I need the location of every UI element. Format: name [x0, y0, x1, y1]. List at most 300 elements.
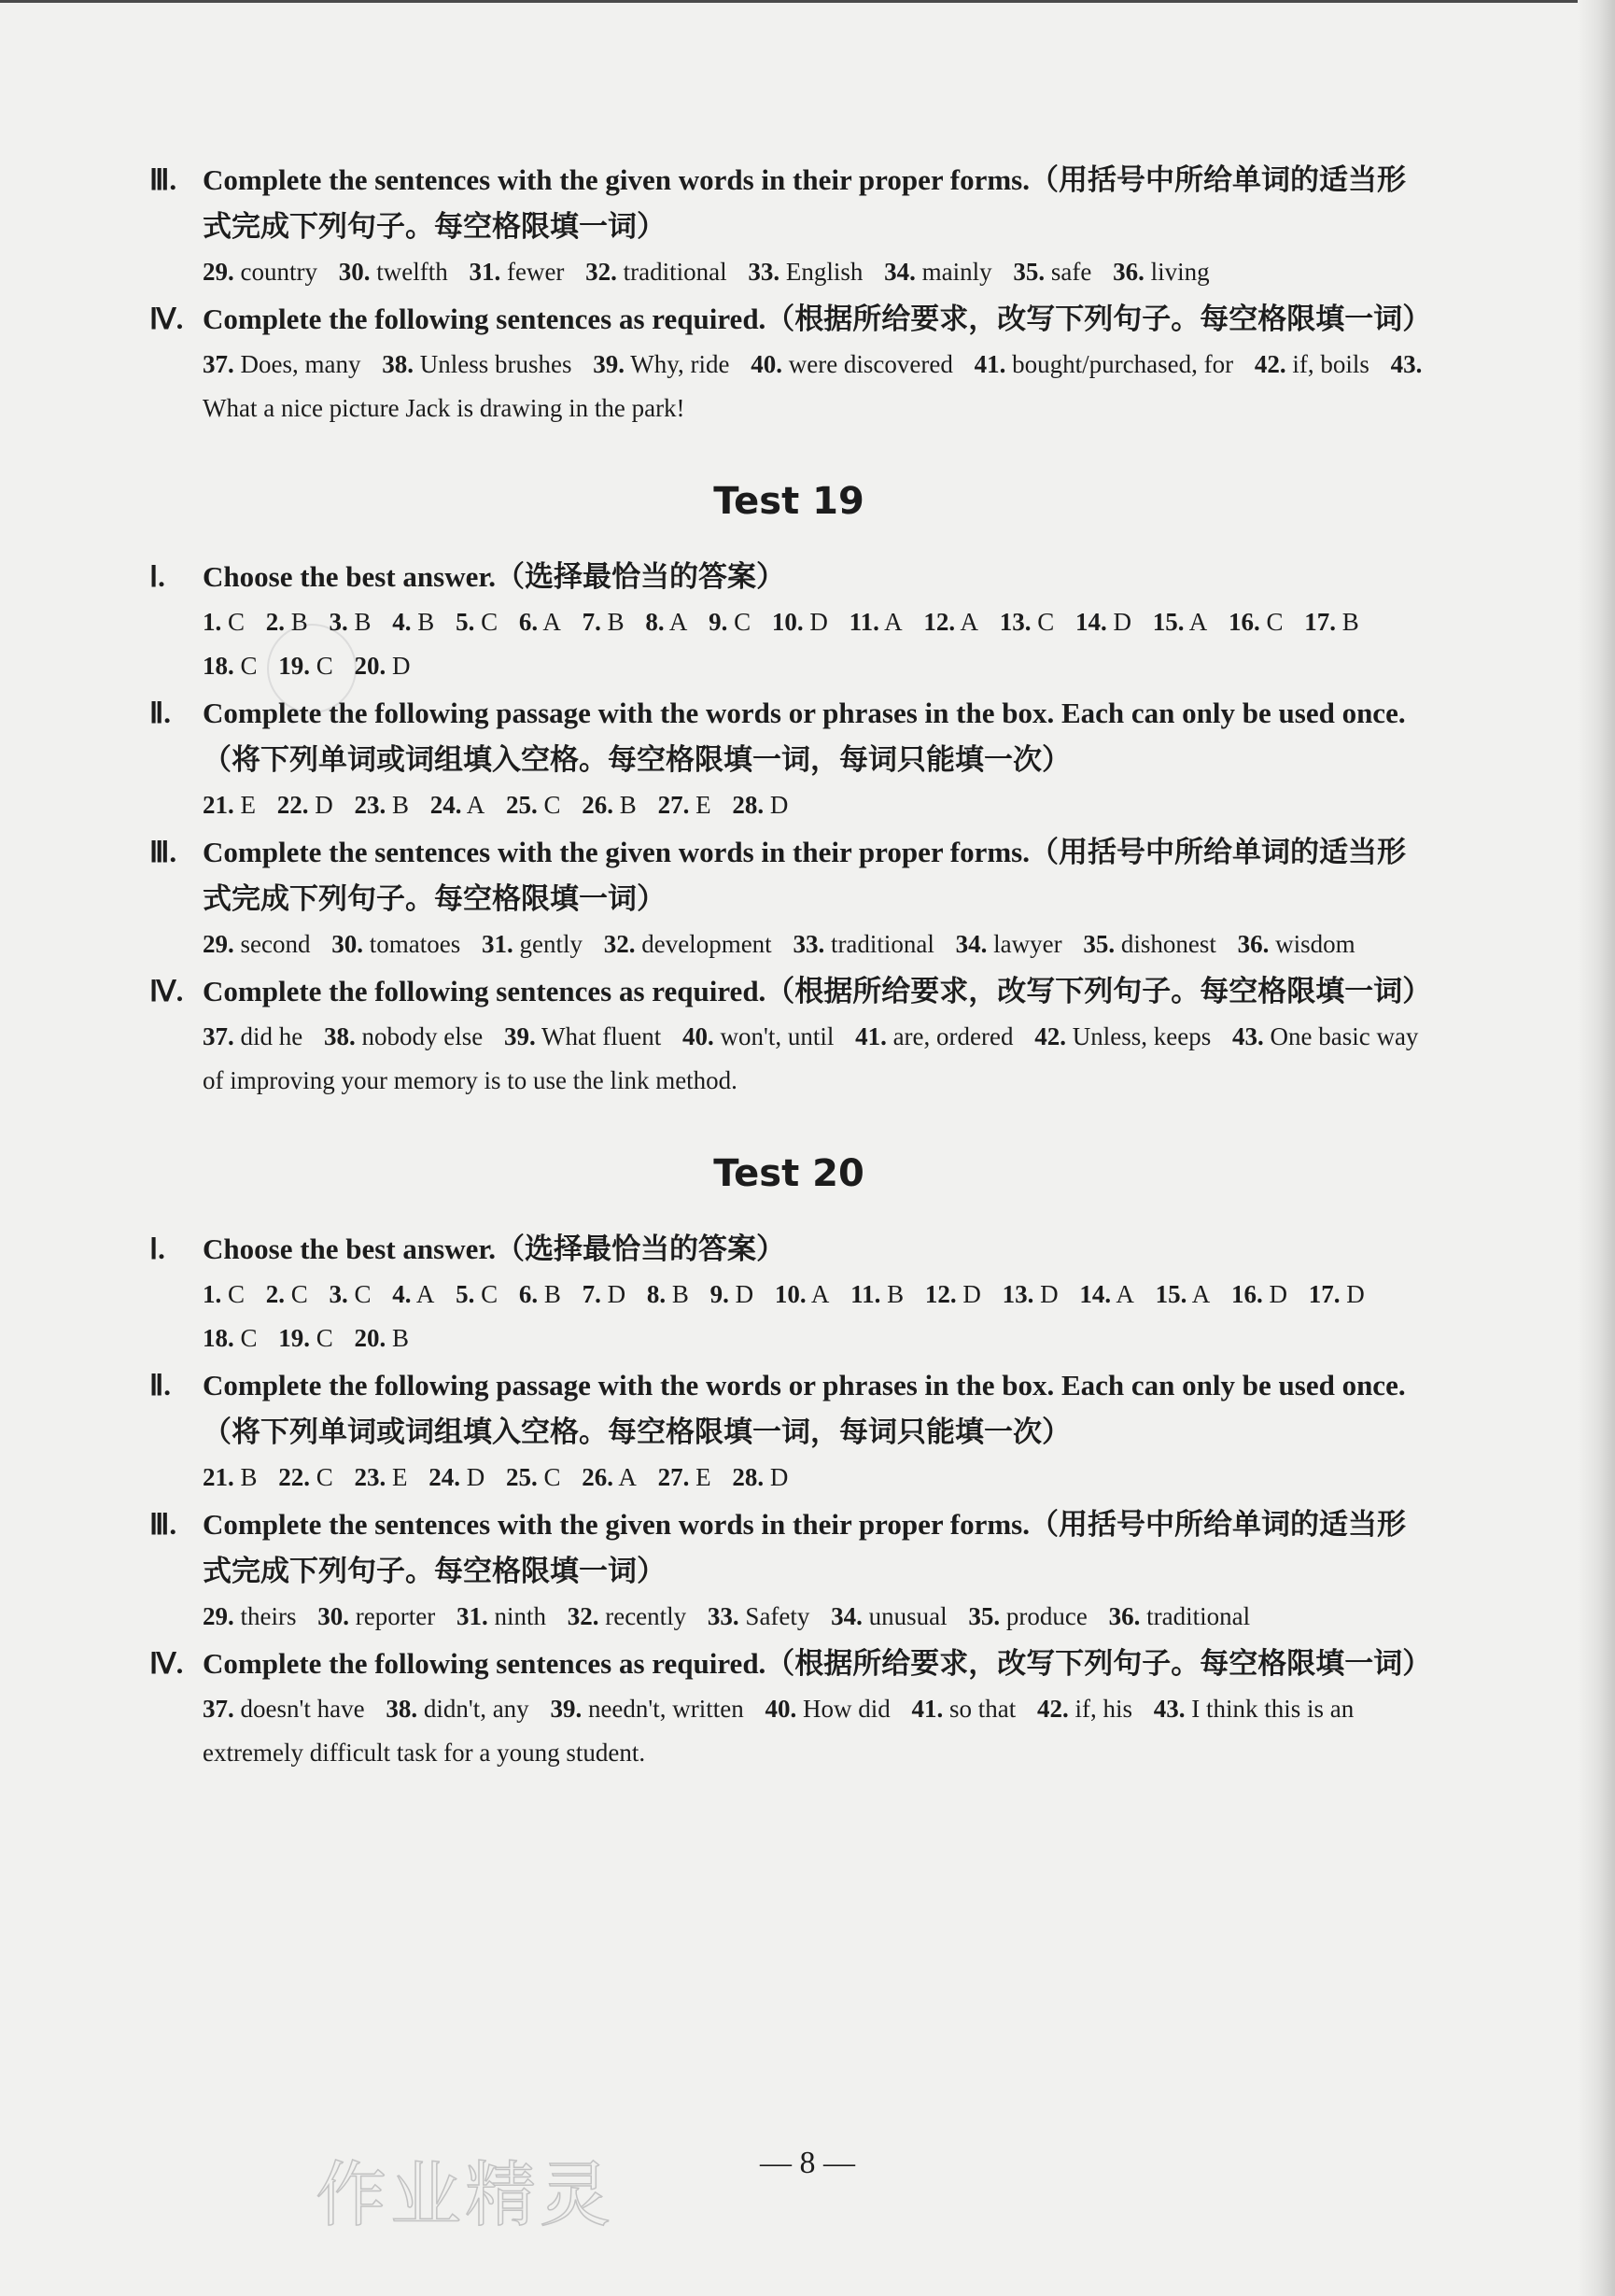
section-text: Complete the following passage with the words or phrases in the box. Each can only be used once.（将下列单词或词组填入空格。每空格限填一词，每词只能填一次）: [203, 697, 1406, 776]
answer-number: 37.: [203, 1695, 234, 1723]
answer-number: 18.: [203, 1324, 234, 1352]
answer-item: [850, 1280, 904, 1308]
section-text: Complete the following sentences as required.（根据所给要求，改写下列句子。每空格限填一词）: [203, 303, 1432, 335]
answer-value: mainly: [921, 258, 992, 286]
answer-number: 24.: [428, 1463, 461, 1491]
answer-number: 11.: [849, 608, 879, 636]
answer-value: D: [1040, 1280, 1059, 1308]
answer-number: 24.: [429, 791, 462, 819]
answer-number: 37.: [203, 350, 234, 378]
answer-number: 17.: [1308, 1280, 1341, 1308]
answer-number: 2.: [265, 1280, 286, 1308]
answer-value: B: [1341, 608, 1359, 636]
test-heading: Test 19: [713, 480, 864, 523]
answer-item: [682, 1022, 834, 1050]
answer-list: [203, 1595, 1428, 1639]
answer-item: [482, 930, 583, 958]
answer-number: 16.: [1228, 608, 1260, 636]
answer-value: safe: [1050, 258, 1092, 286]
answer-value: C: [290, 1280, 308, 1308]
answer-number: 17.: [1304, 608, 1336, 636]
answer-value: B: [392, 791, 410, 819]
answer-number: 32.: [567, 1602, 599, 1630]
answer-item: [658, 791, 711, 819]
answer-number: 16.: [1230, 1280, 1263, 1308]
section-text: Choose the best answer.（选择最恰当的答案）: [203, 560, 786, 593]
answer-section: [149, 1641, 1432, 1775]
answer-value: doesn't have: [240, 1695, 365, 1723]
answer-value: What fluent: [541, 1022, 662, 1050]
answer-value: traditional: [830, 930, 934, 958]
answer-item: [469, 258, 564, 286]
answer-item: [583, 608, 625, 636]
answer-item: [1034, 1022, 1211, 1050]
answer-value: Why, ride: [630, 350, 730, 378]
answer-item: [203, 791, 256, 819]
answer-value: nobody else: [361, 1022, 484, 1050]
answer-list: [203, 600, 1428, 688]
answer-number: 40.: [681, 1022, 714, 1050]
answer-number: 20.: [354, 652, 386, 680]
answer-number: 39.: [593, 350, 625, 378]
section-instruction: [149, 1641, 1432, 1687]
answer-value: B: [417, 608, 435, 636]
answer-number: 39.: [550, 1695, 583, 1723]
section-instruction: [149, 1226, 1428, 1273]
answer-value: didn't, any: [423, 1695, 529, 1723]
answer-number: 23.: [354, 791, 386, 819]
answer-item: [1255, 350, 1369, 378]
answer-number: 43.: [1390, 350, 1423, 378]
answer-item: [582, 791, 637, 819]
answer-item: [504, 1022, 661, 1050]
answer-number: 21.: [203, 791, 234, 819]
answer-number: 34.: [884, 258, 916, 286]
answer-value: A: [960, 608, 978, 636]
answer-number: 42.: [1034, 1022, 1066, 1050]
answer-item: [392, 1280, 434, 1308]
answer-value: recently: [605, 1602, 687, 1630]
page-number: — 8 —: [760, 2146, 855, 2180]
answer-value: C: [543, 1463, 561, 1491]
answer-number: 27.: [657, 791, 690, 819]
answer-item: [732, 1463, 788, 1491]
answer-item: [923, 608, 978, 636]
answer-value: living: [1150, 258, 1210, 286]
answer-item: [355, 1324, 410, 1352]
answer-number: 33.: [707, 1602, 739, 1630]
answer-value: D: [1346, 1280, 1365, 1308]
answer-number: 30.: [338, 258, 371, 286]
answer-number: 12.: [923, 608, 956, 636]
answer-number: 22.: [276, 791, 309, 819]
section-numeral: Ⅱ.: [149, 1369, 172, 1402]
answer-item: [355, 1463, 408, 1491]
answer-item: [593, 350, 729, 378]
answer-value: C: [316, 652, 333, 680]
answer-value: development: [641, 930, 772, 958]
answer-item: [456, 608, 498, 636]
answer-value: D: [769, 791, 789, 819]
answer-value: traditional: [623, 258, 727, 286]
answer-value: C: [228, 1280, 246, 1308]
answer-item: [1231, 1280, 1287, 1308]
answer-value: D: [315, 791, 333, 819]
answer-list: [203, 1015, 1428, 1103]
answer-number: 33.: [748, 258, 780, 286]
answer-value: dishonest: [1120, 930, 1216, 958]
answer-item: [203, 1695, 365, 1723]
answer-value: did he: [240, 1022, 303, 1050]
answer-value: if, his: [1074, 1695, 1133, 1723]
answer-value: C: [1037, 608, 1055, 636]
answer-item: [203, 1280, 245, 1308]
answer-number: 3.: [329, 1280, 348, 1308]
answer-item: [582, 1463, 637, 1491]
answer-item: [1304, 608, 1359, 636]
answer-value: A: [668, 608, 688, 636]
answer-item: [278, 1324, 333, 1352]
answer-item: [772, 608, 828, 636]
section-numeral: Ⅲ.: [149, 836, 177, 868]
answer-number: 39.: [503, 1022, 536, 1050]
answer-number: 42.: [1254, 350, 1286, 378]
answer-number: 25.: [506, 791, 538, 819]
answer-number: 1.: [203, 608, 222, 636]
answer-item: [203, 350, 360, 378]
answer-item: [386, 1695, 528, 1723]
answer-value: Safety: [745, 1602, 810, 1630]
answer-number: 5.: [456, 1280, 475, 1308]
answer-value: D: [607, 1280, 626, 1308]
answer-number: 43.: [1153, 1695, 1186, 1723]
answer-value: B: [671, 1280, 689, 1308]
answer-list: [203, 250, 1428, 294]
answer-item: [1000, 608, 1055, 636]
answer-item: [355, 652, 411, 680]
answer-number: 8.: [646, 1280, 667, 1308]
answer-number: 29.: [203, 1602, 234, 1630]
answer-value: A: [810, 1280, 830, 1308]
answer-item: [1238, 930, 1355, 958]
answer-number: 14.: [1074, 608, 1107, 636]
answer-number: 7.: [582, 1280, 601, 1308]
answer-number: 36.: [1108, 1602, 1141, 1630]
answer-value: E: [392, 1463, 408, 1491]
answer-value: C: [316, 1463, 333, 1491]
answer-section: [149, 968, 1432, 1103]
answer-section: [149, 554, 1428, 688]
answer-number: 32.: [603, 930, 636, 958]
answer-value: A: [542, 608, 561, 636]
answer-value: A: [1116, 1280, 1134, 1308]
answer-item: [203, 652, 258, 680]
answer-value: gently: [519, 930, 583, 958]
answer-item: [658, 1463, 711, 1491]
answer-item: [1003, 1280, 1059, 1308]
answer-number: 9.: [709, 1280, 729, 1308]
answer-number: 7.: [582, 608, 601, 636]
answer-value: A: [1191, 1280, 1211, 1308]
answer-value: second: [240, 930, 311, 958]
answer-number: 40.: [765, 1695, 797, 1723]
answer-value: won't, until: [720, 1022, 835, 1050]
answer-item: [330, 1280, 372, 1308]
answer-number: 30.: [331, 930, 363, 958]
answer-value: tomatoes: [369, 930, 461, 958]
answer-list: [203, 923, 1428, 966]
answer-item: [1075, 608, 1131, 636]
answer-item: [278, 652, 333, 680]
answer-number: 1.: [203, 1280, 222, 1308]
answer-number: 30.: [317, 1602, 349, 1630]
answer-item: [550, 1695, 743, 1723]
answer-item: [583, 1280, 626, 1308]
answer-value: were discovered: [788, 350, 953, 378]
answer-value: C: [1266, 608, 1284, 636]
answer-number: 36.: [1237, 930, 1270, 958]
answer-value: C: [228, 608, 246, 636]
answer-number: 2.: [265, 608, 286, 636]
answer-value: D: [466, 1463, 485, 1491]
answer-item: [266, 608, 308, 636]
answer-number: 14.: [1079, 1280, 1112, 1308]
answer-number: 31.: [481, 930, 513, 958]
answer-item: [324, 1022, 483, 1050]
answer-section: [149, 690, 1428, 827]
answer-item: [1309, 1280, 1365, 1308]
answer-section: [149, 1226, 1428, 1360]
answer-value: What a nice picture Jack is drawing in the park!: [203, 394, 685, 422]
answer-item: [266, 1280, 308, 1308]
section-text: Complete the sentences with the given words in their proper forms.（用括号中所给单词的适当形式完成下列句子。每空格限填一词）: [203, 163, 1406, 243]
answer-value: C: [543, 791, 561, 819]
answer-value: C: [734, 608, 751, 636]
answer-item: [317, 1602, 435, 1630]
answer-number: 35.: [968, 1602, 1001, 1630]
answer-number: 35.: [1013, 258, 1046, 286]
answer-item: [1083, 930, 1216, 958]
section-text: Complete the following sentences as required.（根据所给要求，改写下列句子。每空格限填一词）: [203, 1647, 1432, 1680]
answer-value: B: [392, 1324, 410, 1352]
section-numeral: Ⅲ.: [149, 1508, 177, 1541]
answer-item: [956, 930, 1062, 958]
answer-value: Unless, keeps: [1072, 1022, 1212, 1050]
answer-number: 34.: [955, 930, 988, 958]
section-numeral: Ⅳ.: [149, 975, 184, 1007]
answer-item: [604, 930, 772, 958]
answer-number: 33.: [793, 930, 825, 958]
section-numeral: Ⅰ.: [149, 560, 165, 593]
answer-section: [149, 1362, 1428, 1500]
answer-item: [430, 791, 485, 819]
answer-number: 8.: [645, 608, 665, 636]
answer-page: [149, 157, 1432, 1777]
answer-number: 21.: [203, 1463, 234, 1491]
answer-section: [149, 1501, 1428, 1639]
answer-value: if, boils: [1292, 350, 1369, 378]
answer-item: [975, 350, 1233, 378]
answer-value: C: [316, 1324, 333, 1352]
answer-item: [1013, 258, 1091, 286]
answer-number: 38.: [324, 1022, 356, 1050]
answer-item: [732, 791, 788, 819]
top-rule: [0, 0, 1587, 3]
answer-number: 43.: [1231, 1022, 1264, 1050]
answer-number: 34.: [831, 1602, 863, 1630]
answer-number: 25.: [506, 1463, 538, 1491]
answer-item: [392, 608, 434, 636]
answer-number: 38.: [386, 1695, 418, 1723]
answer-number: 41.: [855, 1022, 887, 1050]
answer-number: 32.: [585, 258, 617, 286]
answer-value: D: [735, 1280, 754, 1308]
answer-section: [149, 829, 1428, 966]
answer-item: [203, 930, 310, 958]
answer-number: 4.: [392, 608, 412, 636]
answer-item: [710, 1280, 754, 1308]
answer-value: Does, many: [240, 350, 361, 378]
answer-item: [775, 1280, 830, 1308]
section-text: Complete the following passage with the words or phrases in the box. Each can only be used once.（将下列单词或词组填入空格。每空格限填一词，每词只能填一次）: [203, 1369, 1406, 1448]
answer-number: 6.: [518, 1280, 539, 1308]
answer-item: [203, 258, 317, 286]
answer-list: [203, 783, 1428, 827]
answer-item: [428, 1463, 484, 1491]
answer-number: 3.: [329, 608, 348, 636]
section-text: Complete the following sentences as required.（根据所给要求，改写下列句子。每空格限填一词）: [203, 975, 1432, 1007]
answer-value: B: [290, 608, 308, 636]
section-numeral: Ⅱ.: [149, 697, 172, 729]
answer-value: B: [607, 608, 625, 636]
answer-item: [1153, 608, 1208, 636]
answer-value: reporter: [355, 1602, 436, 1630]
answer-item: [203, 1463, 258, 1491]
answer-number: 13.: [1002, 1280, 1034, 1308]
answer-number: 9.: [709, 608, 728, 636]
section-text: Choose the best answer.（选择最恰当的答案）: [203, 1233, 786, 1265]
answer-number: 4.: [392, 1280, 412, 1308]
section-instruction: [149, 296, 1432, 343]
section-numeral: Ⅰ.: [149, 1233, 165, 1265]
answer-number: 11.: [850, 1280, 881, 1308]
answer-section: [149, 296, 1432, 430]
section-numeral: Ⅳ.: [149, 1647, 184, 1680]
answer-item: [855, 1022, 1013, 1050]
answer-item: [331, 930, 460, 958]
section-text: Complete the sentences with the given words in their proper forms.（用括号中所给单词的适当形式完成下列句子。每空格限填一词）: [203, 836, 1406, 915]
answer-value: B: [887, 1280, 905, 1308]
answer-item: [647, 1280, 689, 1308]
answer-value: fewer: [506, 258, 565, 286]
answer-item: [1113, 258, 1210, 286]
answer-value: traditional: [1146, 1602, 1251, 1630]
answer-number: 13.: [999, 608, 1032, 636]
answer-number: 29.: [203, 930, 234, 958]
section-instruction: [149, 1501, 1428, 1595]
section-instruction: [149, 1362, 1428, 1456]
answer-item: [912, 1695, 1017, 1723]
answer-number: 6.: [518, 608, 539, 636]
answer-list: [203, 1456, 1428, 1500]
answer-number: 23.: [354, 1463, 386, 1491]
answer-number: 36.: [1113, 258, 1145, 286]
section-numeral: Ⅳ.: [149, 303, 184, 335]
answer-item: [1037, 1695, 1132, 1723]
answer-value: D: [392, 652, 411, 680]
answer-item: [645, 608, 687, 636]
answer-value: D: [1269, 1280, 1287, 1308]
answer-value: A: [1188, 608, 1208, 636]
answer-number: 12.: [924, 1280, 957, 1308]
answer-value: E: [240, 791, 256, 819]
answer-item: [709, 608, 751, 636]
section-instruction: [149, 829, 1428, 923]
answer-item: [519, 608, 561, 636]
answer-number: 19.: [278, 652, 311, 680]
watermark-logo: 作业精灵: [316, 2153, 614, 2236]
answer-value: B: [240, 1463, 258, 1491]
answer-value: country: [240, 258, 317, 286]
section-instruction: [149, 554, 1428, 600]
answer-item: [751, 350, 953, 378]
answer-value: bought/purchased, for: [1012, 350, 1234, 378]
answer-item: [330, 608, 372, 636]
answer-value: D: [809, 608, 828, 636]
answer-item: [278, 1463, 333, 1491]
answer-value: twelfth: [376, 258, 448, 286]
answer-value: One basic way of improving your memory is to use the link method.: [203, 1022, 1419, 1094]
answer-item: [568, 1602, 686, 1630]
section-instruction: [149, 690, 1428, 783]
answer-value: produce: [1005, 1602, 1088, 1630]
answer-number: 26.: [582, 791, 614, 819]
test-heading: Test 20: [713, 1152, 864, 1195]
answer-value: A: [884, 608, 903, 636]
answer-item: [203, 608, 245, 636]
answer-number: 5.: [456, 608, 475, 636]
answer-value: are, ordered: [892, 1022, 1014, 1050]
answer-number: 28.: [732, 1463, 765, 1491]
answer-number: 10.: [774, 1280, 807, 1308]
answer-item: [203, 1324, 258, 1352]
answer-value: C: [481, 1280, 499, 1308]
answer-value: needn't, written: [587, 1695, 744, 1723]
answer-item: [506, 791, 561, 819]
answer-number: 15.: [1155, 1280, 1187, 1308]
answer-item: [831, 1602, 948, 1630]
answer-value: I think this is an extremely difficult task for a young student.: [203, 1695, 1355, 1767]
answer-value: C: [240, 1324, 258, 1352]
answer-number: 37.: [203, 1022, 234, 1050]
answer-number: 20.: [354, 1324, 386, 1352]
answer-item: [708, 1602, 809, 1630]
answer-item: [925, 1280, 981, 1308]
answer-number: 19.: [278, 1324, 311, 1352]
answer-item: [585, 258, 726, 286]
answer-value: so that: [949, 1695, 1017, 1723]
answer-item: [355, 791, 410, 819]
answer-value: theirs: [240, 1602, 297, 1630]
answer-value: A: [415, 1280, 435, 1308]
answer-number: 18.: [203, 652, 234, 680]
answer-value: A: [466, 791, 485, 819]
page-edge: [1578, 0, 1615, 2296]
answer-item: [382, 350, 571, 378]
answer-section: [149, 157, 1428, 294]
answer-number: 22.: [278, 1463, 311, 1491]
section-numeral: Ⅲ.: [149, 163, 177, 196]
